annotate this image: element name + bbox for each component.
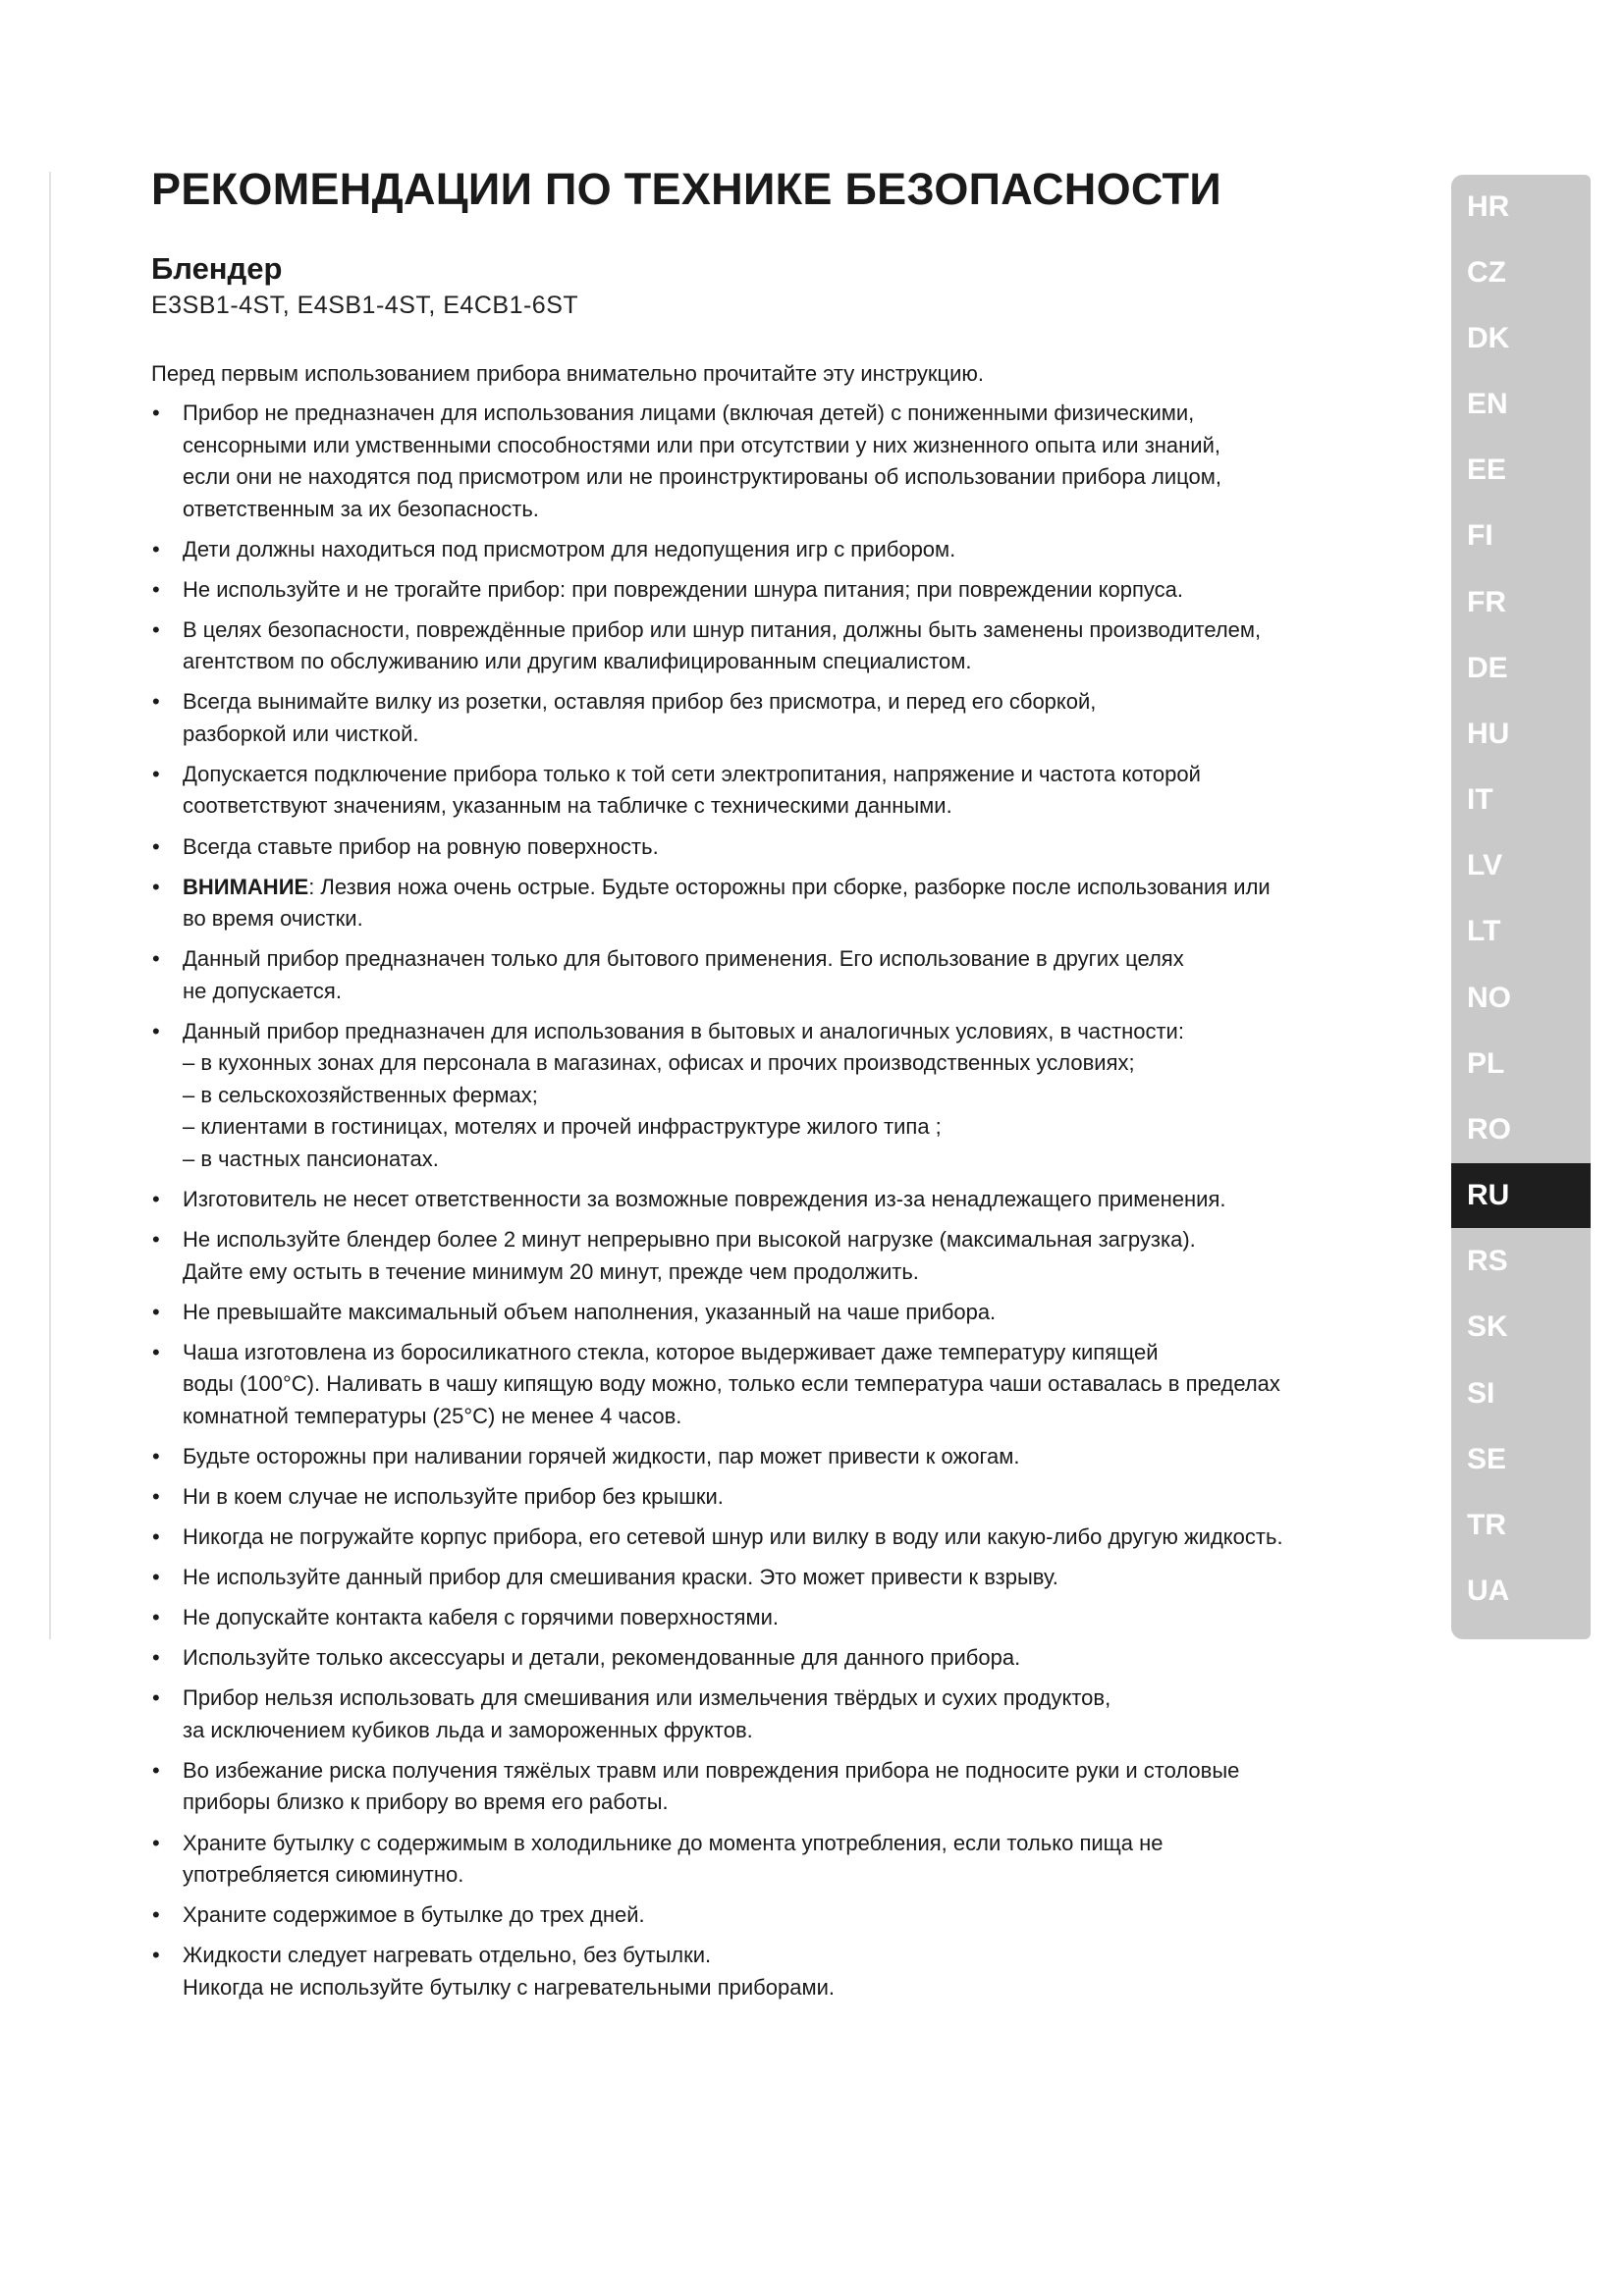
safety-rule [151,1755,1398,1819]
rule-text: Дети должны находиться под присмотром для недопущения игр с прибором. [183,536,956,561]
safety-rule [151,1642,1398,1675]
rule-text: Данный прибор предназначен для использования в бытовых и аналогичных условиях, в частности: – в кухонных зонах для персонала в магазинах, офисах и прочих производственных условиях; – в сельскохозяйственных фермах; – клиентами в гостиницах, мотелях и прочей инфраструктуре жилого типа ; – в частных пансионатах. [183,1018,1184,1171]
lang-tab-lv[interactable]: LV [1467,849,1503,881]
safety-rule [151,614,1398,678]
bullet-icon: • [152,874,160,899]
lang-tab-sk[interactable]: SK [1467,1310,1508,1343]
safety-rule [151,1016,1398,1176]
lang-tab-pl[interactable]: PL [1467,1047,1505,1080]
bullet-icon: • [152,1605,160,1630]
language-tabs [1451,175,1591,1639]
page-title: РЕКОМЕНДАЦИИ ПО ТЕХНИКЕ БЕЗОПАСНОСТИ [151,164,1221,214]
rule-text: Не используйте и не трогайте прибор: при повреждении шнура питания; при повреждении корпуса. [183,576,1184,602]
safety-rule [151,1562,1398,1594]
safety-document [151,162,1398,2012]
bullet-icon: • [152,1830,160,1855]
lang-tab-it[interactable]: IT [1467,783,1493,816]
rule-text: Храните бутылку с содержимым в холодильнике до момента употребления, если только пища не употребляется сиюминутно. [183,1830,1164,1888]
safety-rule [151,534,1398,566]
lang-tab-hu[interactable]: HU [1467,718,1510,750]
safety-rule [151,1337,1398,1433]
model-numbers: E3SB1-4ST, E4SB1-4ST, E4CB1-6ST [151,292,579,319]
lang-tab-de[interactable]: DE [1467,652,1508,684]
rule-text: Не допускайте контакта кабеля с горячими поверхностями. [183,1605,779,1630]
rule-text: Будьте осторожны при наливании горячей жидкости, пар может привести к ожогам. [183,1443,1020,1468]
lang-tab-en[interactable]: EN [1467,388,1508,420]
safety-rule [151,686,1398,750]
bullet-icon: • [152,1565,160,1590]
lang-tab-cz[interactable]: CZ [1467,256,1506,289]
bullet-icon: • [152,1186,160,1211]
bullet-icon: • [152,761,160,786]
lang-tab-ee[interactable]: EE [1467,454,1507,486]
lang-tab-lt[interactable]: LT [1467,915,1501,947]
safety-rule [151,1682,1398,1746]
lang-tab-rs[interactable]: RS [1467,1245,1508,1277]
bullet-icon: • [152,1685,160,1711]
safety-rule [151,1481,1398,1514]
bullet-icon: • [152,616,160,642]
rule-text: Во избежание риска получения тяжёлых травм или повреждения прибора не подносите руки и столовые приборы близко к прибору во время его работы. [183,1757,1240,1815]
rule-text: Данный прибор предназначен только для бытового применения. Его использование в других целях не допускается. [183,946,1184,1003]
safety-rule [151,1441,1398,1473]
bullet-icon: • [152,1443,160,1468]
rule-text: : Лезвия ножа очень острые. Будьте осторожны при сборке, разборке после использования или во время очистки. [183,874,1271,932]
bullet-icon: • [152,1757,160,1783]
bullet-icon: • [152,400,160,425]
safety-rule-warning [151,872,1398,935]
warning-label: ВНИМАНИЕ [183,874,309,899]
bullet-icon: • [152,576,160,602]
lang-tab-tr[interactable]: TR [1467,1509,1506,1541]
bullet-icon: • [152,1943,160,1968]
margin-rule [49,172,51,1639]
rule-text: Не используйте блендер более 2 минут непрерывно при высокой нагрузке (максимальная загрузка). Дайте ему остыть в течение минимум 20 минут, прежде чем продолжить. [183,1227,1196,1284]
bullet-icon: • [152,833,160,859]
safety-rule [151,1602,1398,1634]
safety-rule [151,1522,1398,1554]
rule-text: Изготовитель не несет ответственности за возможные повреждения из-за ненадлежащего применения. [183,1186,1226,1211]
bullet-icon: • [152,1018,160,1043]
product-name: Блендер [151,251,283,286]
rule-text: Всегда ставьте прибор на ровную поверхность. [183,833,659,859]
safety-rule [151,398,1398,525]
lang-tab-ro[interactable]: RO [1467,1113,1511,1146]
safety-rule [151,1184,1398,1216]
rule-text: Не превышайте максимальный объем наполнения, указанный на чаше прибора. [183,1299,997,1324]
safety-rule [151,1297,1398,1329]
lang-tab-ru[interactable]: RU [1451,1163,1591,1228]
rule-text: Ни в коем случае не используйте прибор без крышки. [183,1483,724,1509]
intro-text: Перед первым использованием прибора внимательно прочитайте эту инструкцию. [151,361,984,386]
bullet-icon: • [152,946,160,972]
lang-tab-se[interactable]: SE [1467,1443,1507,1475]
bullet-icon: • [152,1339,160,1364]
lang-tab-hr[interactable]: HR [1467,190,1510,223]
rule-text: Используйте только аксессуары и детали, рекомендованные для данного прибора. [183,1645,1021,1671]
bullet-icon: • [152,1902,160,1928]
bullet-icon: • [152,1227,160,1253]
rule-text: Чаша изготовлена из боросиликатного стекла, которое выдерживает даже температуру кипящей воды (100°C). Наливать в чашу кипящую воду можно, только если температура чаши оставалась в пределах комнатной температуры (25°C) не менее 4 часов. [183,1339,1280,1428]
bullet-icon: • [152,1299,160,1324]
bullet-icon: • [152,1483,160,1509]
safety-rule [151,1224,1398,1288]
safety-rule [151,1828,1398,1892]
rule-text: Храните содержимое в бутылке до трех дней. [183,1902,645,1928]
rule-text: Жидкости следует нагревать отдельно, без бутылки. Никогда не используйте бутылку с нагревательными приборами. [183,1943,835,2000]
bullet-icon: • [152,1645,160,1671]
safety-rule [151,1899,1398,1932]
rule-text: Всегда вынимайте вилку из розетки, оставляя прибор без присмотра, и перед его сборкой, разборкой или чисткой. [183,689,1097,746]
lang-tab-fr[interactable]: FR [1467,586,1506,618]
lang-tab-dk[interactable]: DK [1467,322,1510,354]
bullet-icon: • [152,536,160,561]
lang-tab-ua[interactable]: UA [1467,1575,1510,1607]
bullet-icon: • [152,689,160,715]
lang-tab-fi[interactable]: FI [1467,519,1493,552]
rule-text: Прибор нельзя использовать для смешивания или измельчения твёрдых и сухих продуктов, за исключением кубиков льда и замороженных фруктов. [183,1685,1111,1742]
rule-text: Никогда не погружайте корпус прибора, его сетевой шнур или вилку в воду или какую-либо другую жидкость. [183,1524,1283,1549]
lang-tab-no[interactable]: NO [1467,982,1511,1014]
safety-rule [151,1940,1398,2003]
safety-rule [151,759,1398,823]
rule-text: В целях безопасности, повреждённые прибор или шнур питания, должны быть заменены производителем, агентством по обслуживанию или другим квалифицированным специалистом. [183,616,1262,674]
safety-rule [151,574,1398,607]
rule-text: Допускается подключение прибора только к той сети электропитания, напряжение и частота которой соответствуют значениям, указанным на табличке с техническими данными. [183,761,1201,819]
rule-text: Прибор не предназначен для использования лицами (включая детей) с пониженными физическими, сенсорными или умственными способностями или при отсутствии у них жизненного опыта или знаний, если они не находятся под присмотром или не проинструктированы об использовании прибора лицом, ответственным за их безопасность. [183,400,1221,521]
safety-rule [151,943,1398,1007]
safety-rules-list [151,398,1398,2003]
rule-text: Не используйте данный прибор для смешивания краски. Это может привести к взрыву. [183,1565,1058,1590]
bullet-icon: • [152,1524,160,1549]
lang-tab-si[interactable]: SI [1467,1377,1495,1410]
safety-rule [151,831,1398,864]
